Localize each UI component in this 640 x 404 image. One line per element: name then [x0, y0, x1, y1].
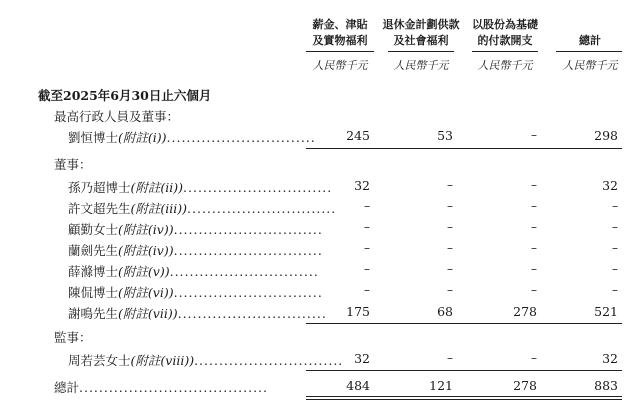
- leader-dots: ..............................: [194, 353, 344, 368]
- cell-total: 32: [602, 178, 618, 193]
- period-heading: 截至2025年6月30日止六個月: [38, 88, 212, 103]
- cell-total: –: [612, 283, 618, 297]
- total-pension: 121: [429, 378, 453, 393]
- leader-dots: ......................................: [79, 380, 269, 395]
- total-share-based: 278: [513, 378, 537, 393]
- subtotal-rule: [306, 323, 622, 324]
- person-name: 顧勤女士: [68, 222, 119, 237]
- total-double-rule: [306, 399, 622, 400]
- subtotal-rule: [306, 370, 622, 371]
- leader-dots: ..............................: [173, 285, 323, 300]
- col-header-pension-line1: 退休金計劃供款: [382, 18, 460, 31]
- total-double-rule: [306, 396, 622, 397]
- cell-pension: 68: [437, 304, 453, 319]
- leader-dots: ..............................: [169, 264, 319, 279]
- cell-pension: –: [447, 220, 453, 234]
- cell-salaries: –: [364, 241, 370, 255]
- leader-dots: ..............................: [173, 222, 323, 237]
- cell-share-based: –: [531, 128, 537, 142]
- col-header-salaries: [300, 17, 380, 49]
- col-header-total-line1: 總計: [579, 34, 601, 47]
- cell-total: 298: [594, 128, 618, 143]
- total-label-text: 總計: [54, 380, 80, 395]
- person-name: 周若芸女士: [68, 353, 131, 368]
- col-header-share-based-line2: 的付款開支: [477, 34, 533, 47]
- footnote-ref: (附註(v)): [118, 264, 170, 279]
- unit-label: 人民幣千元: [393, 59, 449, 72]
- col-header-rule-4: [556, 51, 622, 52]
- cell-share-based: –: [531, 262, 537, 276]
- leader-dots: ..............................: [173, 243, 323, 258]
- footnote-ref: (附註(vii)): [118, 306, 178, 321]
- col-header-salaries-line2: 及實物福利: [312, 34, 368, 47]
- cell-pension: –: [447, 262, 453, 276]
- footnote-ref: (附註(iv)): [118, 222, 174, 237]
- person-name: 劉恒博士: [68, 130, 119, 145]
- cell-salaries: –: [364, 262, 370, 276]
- cell-pension: –: [447, 178, 453, 192]
- person-name: 許文超先生: [68, 201, 131, 216]
- cell-share-based: –: [531, 199, 537, 213]
- cell-pension: –: [447, 199, 453, 213]
- cell-total: 32: [602, 351, 618, 366]
- leader-dots: ..............................: [187, 201, 337, 216]
- group-heading-directors: 董事：: [54, 157, 92, 172]
- row-label: [68, 128, 316, 146]
- col-header-rule-2: [388, 51, 454, 52]
- cell-total: –: [612, 241, 618, 255]
- cell-total: –: [612, 220, 618, 234]
- group-heading-exec: 最高行政人員及董事：: [54, 109, 180, 124]
- col-header-rule-1: [306, 51, 374, 52]
- unit-label: 人民幣千元: [562, 59, 618, 72]
- cell-total: –: [612, 199, 618, 213]
- leader-dots: ..............................: [177, 306, 327, 321]
- footnote-ref: (附註(iii)): [130, 201, 188, 216]
- person-name: 陳侃博士: [68, 285, 119, 300]
- cell-share-based: –: [531, 178, 537, 192]
- cell-salaries: –: [364, 283, 370, 297]
- footnote-ref: (附註(ii)): [130, 180, 184, 195]
- group-heading-supervisors: 監事：: [54, 330, 92, 345]
- person-name: 謝鳴先生: [68, 306, 119, 321]
- person-name: 孫乃超博士: [68, 180, 131, 195]
- person-name: 薛滌博士: [68, 264, 119, 279]
- col-header-pension-line2: 及社會福利: [393, 34, 449, 47]
- cell-salaries: –: [364, 220, 370, 234]
- unit-label: 人民幣千元: [477, 59, 533, 72]
- cell-pension: –: [447, 241, 453, 255]
- footnote-ref: (附註(viii)): [130, 353, 195, 368]
- cell-share-based: –: [531, 220, 537, 234]
- footnote-ref: (附註(iv)): [118, 243, 174, 258]
- col-header-salaries-line1: 薪金、津貼: [312, 18, 368, 31]
- cell-salaries: 175: [346, 304, 370, 319]
- footnote-ref: (附註(vi)): [118, 285, 174, 300]
- col-header-share-based-line1: 以股份為基礎: [472, 18, 538, 31]
- cell-share-based: –: [531, 351, 537, 365]
- row-label: [68, 283, 323, 301]
- row-label: [68, 304, 327, 322]
- total-total: 883: [594, 378, 618, 393]
- cell-pension: –: [447, 351, 453, 365]
- leader-dots: ..............................: [183, 180, 333, 195]
- unit-label: 人民幣千元: [312, 59, 368, 72]
- col-header-pension: [380, 17, 462, 49]
- total-salaries: 484: [346, 378, 370, 393]
- cell-share-based: 278: [513, 304, 537, 319]
- row-label: [68, 178, 333, 196]
- leader-dots: ..............................: [166, 130, 316, 145]
- row-label: [68, 241, 323, 259]
- row-label: [68, 220, 323, 238]
- subtotal-rule: [306, 148, 622, 149]
- footnote-ref: (附註(i)): [118, 130, 167, 145]
- cell-total: 521: [594, 304, 618, 319]
- col-header-share-based: [465, 17, 545, 49]
- col-header-rule-3: [472, 51, 538, 52]
- person-name: 蘭劍先生: [68, 243, 119, 258]
- row-label: [68, 199, 337, 217]
- cell-pension: –: [447, 283, 453, 297]
- total-label: [54, 378, 296, 396]
- cell-salaries: 32: [354, 351, 370, 366]
- cell-total: –: [612, 262, 618, 276]
- cell-salaries: –: [364, 199, 370, 213]
- col-header-total: [550, 33, 630, 49]
- row-label: [68, 262, 319, 280]
- cell-salaries: 32: [354, 178, 370, 193]
- cell-share-based: –: [531, 283, 537, 297]
- cell-share-based: –: [531, 241, 537, 255]
- cell-pension: 53: [437, 128, 453, 143]
- row-label: [68, 351, 344, 369]
- cell-salaries: 245: [346, 128, 370, 143]
